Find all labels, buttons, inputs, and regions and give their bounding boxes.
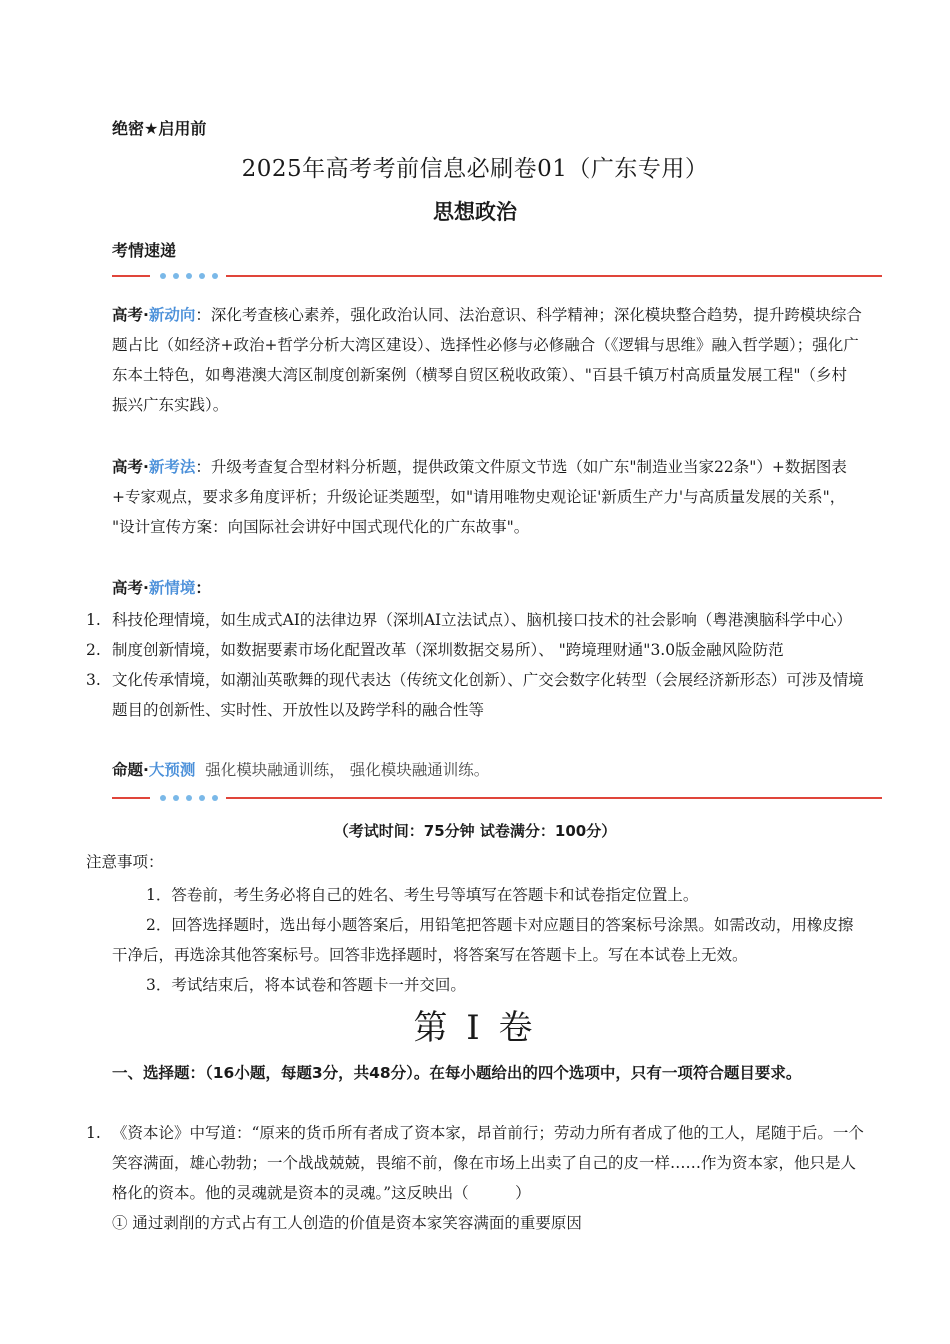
section-instructions: 一、选择题：（16小题，每题3分，共48分）。在每小题给出的四个选项中，只有一项符合题目要求。 bbox=[112, 1064, 802, 1082]
label-prefix: 高考· bbox=[112, 579, 149, 597]
label-prefix: 命题· bbox=[112, 761, 149, 779]
new-context-heading bbox=[112, 573, 862, 603]
note-item: 3．考试结束后，将本试卷和答题卡一并交回。 bbox=[146, 976, 466, 994]
page-title: 2025年高考考前信息必刷卷01（广东专用） bbox=[241, 156, 709, 182]
highlight-keyword: 新动向 bbox=[148, 306, 196, 324]
context-list bbox=[86, 605, 866, 725]
list-item: 3. 文化传承情境，如潮汕英歌舞的现代表达（传统文化创新）、广交会数字化转型（会展经济新形态）可涉及情境题目的创新性、实时性、开放性以及跨学科的融合性等 bbox=[86, 671, 864, 719]
highlight-keyword: 新情境 bbox=[148, 579, 196, 597]
decorative-divider bbox=[112, 270, 882, 282]
question-1 bbox=[86, 1118, 866, 1208]
paragraph-text: ：升级考查复合型材料分析题，提供政策文件原文节选（如广东"制造业当家22条"）+数据图表+专家观点，要求多角度评析；升级论证类题型，如"请用唯物史观论证'新质生产力'与高质量发展的关系"， "设计宣传方案：向国际社会讲好中国式现代化的广东故事"。 bbox=[112, 458, 847, 536]
question-stem: 《资本论》中写道：“原来的货币所有者成了资本家，昂首前行；劳动力所有者成了他的工人，尾随于后。一个笑容满面，雄心勃勃；一个战战兢兢，畏缩不前，像在市场上出卖了自己的皮一样……作为资本家，他只是人格化的资本。他的灵魂就是资本的灵魂。”这反映出（ ） bbox=[112, 1124, 864, 1202]
exam-info: （考试时间：75分钟 试卷满分：100分） bbox=[333, 822, 617, 840]
highlight-keyword: 大预测 bbox=[148, 761, 196, 779]
note-item: 2．回答选择题时，选出每小题答案后，用铅笔把答题卡对应题目的答案标号涂黑。如需改动，用橡皮擦干净后，再选涂其他答案标号。回答非选择题时，将答案写在答题卡上。写在本试卷上无效。 bbox=[112, 916, 854, 964]
list-item: 1. 科技伦理情境，如生成式AI的法律边界（深圳AI立法试点）、脑机接口技术的社会影响（粤港澳脑科学中心） bbox=[86, 611, 852, 629]
highlight-keyword: 新考法 bbox=[148, 458, 196, 476]
volume-title: 第 I 卷 bbox=[413, 1008, 537, 1048]
notes-heading: 注意事项： bbox=[86, 853, 164, 871]
list-item: 2. 制度创新情境，如数据要素市场化配置改革（深圳数据交易所）、 "跨境理财通"3.0版金融风险防范 bbox=[86, 641, 784, 659]
paragraph-text: 强化模块融通训练， 强化模块融通训练。 bbox=[205, 761, 490, 779]
secret-label: 绝密★启用前 bbox=[112, 119, 207, 138]
new-method-paragraph bbox=[112, 452, 862, 542]
question-number: 1. bbox=[86, 1124, 101, 1142]
subject-title: 思想政治 bbox=[433, 200, 517, 224]
section-heading: 考情速递 bbox=[112, 241, 177, 260]
question-option: ① 通过剥削的方式占有工人创造的价值是资本家笑容满面的重要原因 bbox=[112, 1214, 582, 1232]
colon: ： bbox=[195, 579, 211, 597]
label-prefix: 高考· bbox=[112, 458, 149, 476]
note-item: 1．答卷前，考生务必将自己的姓名、考生号等填写在答题卡和试卷指定位置上。 bbox=[146, 886, 699, 904]
label-prefix: 高考· bbox=[112, 306, 149, 324]
prediction-paragraph bbox=[112, 755, 862, 785]
new-direction-paragraph bbox=[112, 300, 862, 420]
paragraph-text: ：深化考查核心素养，强化政治认同、法治意识、科学精神；深化模块整合趋势，提升跨模块综合题占比（如经济+政治+哲学分析大湾区建设）、选择性必修与必修融合（《逻辑与思维》融入哲学题）；强化广东本土特色，如粤港澳大湾区制度创新案例（横琴自贸区税收政策）、"百县千镇万村高质量发展工程"（乡村振兴广东实践）。 bbox=[112, 306, 862, 414]
decorative-divider bbox=[112, 792, 882, 804]
